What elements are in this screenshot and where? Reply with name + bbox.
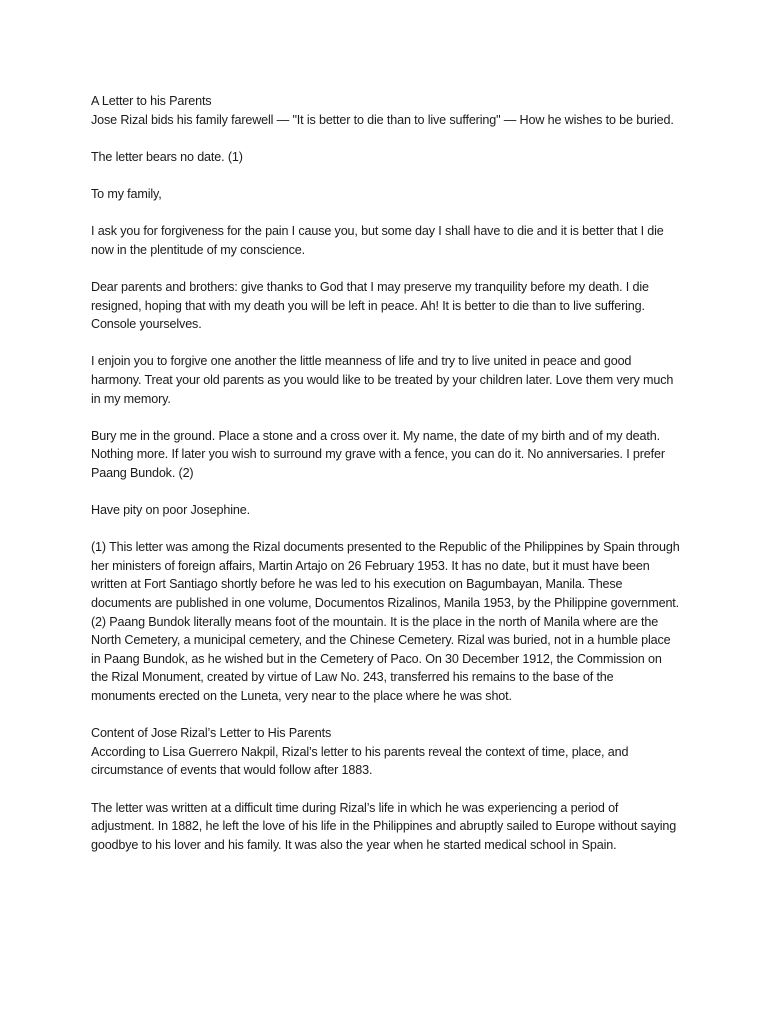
section-intro: According to Lisa Guerrero Nakpil, Rizal’s letter to his parents reveal the context of time, place, and circumstance of events that would follow after 1883. [91,744,629,778]
date-note: The letter bears no date. (1) [91,149,243,164]
footnote-2: (2) Paang Bundok literally means foot of the mountain. It is the place in the north of Manila where are the North Cemetery, a municipal cemetery, and the Chinese Cemetery. Rizal was buried, not in a humble place in Paang Bundok, as he wished but in the Cemetery of Paco. On 30 December 1912, the Commission on the Rizal Monument, created by virtue of Law No. 243, transferred his remains to the base of the monuments erected on the Luneta, very near to the place where he was shot. [91,614,671,703]
letter-paragraph: Bury me in the ground. Place a stone and a cross over it. My name, the date of my birth and of my death. Nothing more. If later you wish to surround my grave with a fence, you can do it. No anniversaries. I prefer Paang Bundok. (2) [91,428,665,480]
section-heading: Content of Jose Rizal’s Letter to His Parents [91,726,332,741]
letter-paragraph: Have pity on poor Josephine. [91,503,250,518]
section-paragraph: The letter was written at a difficult time during Rizal’s life in which he was experiencing a period of adjustment. In 1882, he left the love of his life in the Philippines and abruptly sailed to Europe without saying goodbye to his lover and his family. It was also the year when he started medical school in Spain. [91,800,677,852]
salutation: To my family, [91,186,162,201]
document-subtitle: Jose Rizal bids his family farewell — "It is better to die than to live suffering" — How he wishes to be buried. [91,112,674,127]
document-page [91,92,681,873]
footnote-1: (1) This letter was among the Rizal documents presented to the Republic of the Philippines by Spain through her ministers of foreign affairs, Martin Artajo on 26 February 1953. It has no date, but it must have been written at Fort Santiago shortly before he was led to his execution on Bagumbayan, Manila. These documents are published in one volume, Documentos Rizalinos, Manila 1953, by the Philippine government. [91,540,680,611]
letter-paragraph: Dear parents and brothers: give thanks to God that I may preserve my tranquility before my death. I die resigned, hoping that with my death you will be left in peace. Ah! It is better to die than to live suffering. Console yourselves. [91,279,649,332]
letter-paragraph: I ask you for forgiveness for the pain I cause you, but some day I shall have to die and it is better that I die now in the plentitude of my conscience. [91,224,664,257]
letter-paragraph: I enjoin you to forgive one another the little meanness of life and try to live united in peace and good harmony. Treat your old parents as you would like to be treated by your children later. Love them very much in my memory. [91,354,674,406]
document-title: A Letter to his Parents [91,94,212,108]
